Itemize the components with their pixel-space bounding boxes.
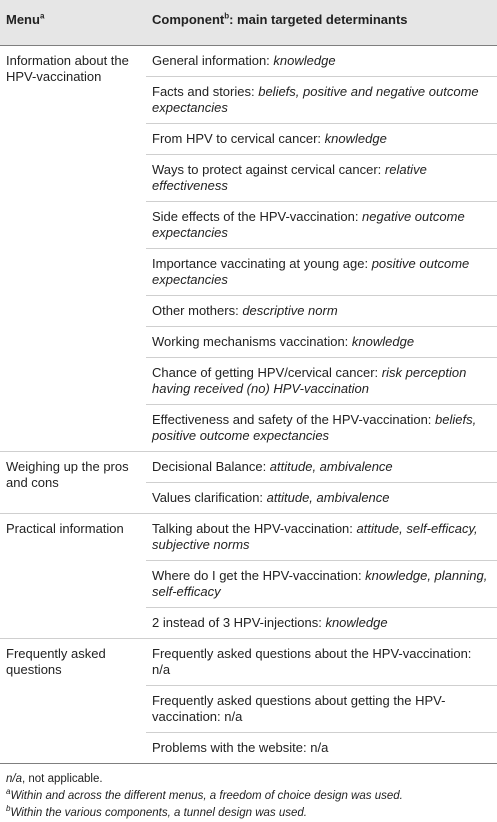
targeted-determinants: knowledge, planning, self-efficacy xyxy=(152,568,488,599)
component-cell xyxy=(152,483,492,513)
menu-group xyxy=(0,639,497,763)
component-name: Frequently asked questions about the HPV-vaccination: n/a xyxy=(152,646,472,677)
targeted-determinants: negative outcome expectancies xyxy=(152,209,465,240)
menu-cell: Weighing up the pros and cons xyxy=(6,459,129,490)
footnote-a: $^a$Within and across the different menus, a freedom of choice design was used. xyxy=(6,787,403,802)
component-cell xyxy=(152,358,492,404)
component-name: Facts and stories: xyxy=(152,84,259,99)
component-cell xyxy=(152,77,492,123)
component-name: Problems with the website: n/a xyxy=(152,740,329,755)
targeted-determinants: relative effectiveness xyxy=(152,162,427,193)
targeted-determinants: descriptive norm xyxy=(242,303,338,318)
table-header xyxy=(0,0,497,45)
menu-cell: Practical information xyxy=(6,521,124,536)
targeted-determinants: knowledge xyxy=(324,131,387,146)
component-name: Importance vaccinating at young age: xyxy=(152,256,372,271)
component-name: Other mothers: xyxy=(152,303,243,318)
component-name: Side effects of the HPV-vaccination: xyxy=(152,209,363,224)
component-column-header: Component$^b$: main targeted determinants xyxy=(152,11,408,27)
component-name: General information: xyxy=(152,53,274,68)
component-name: Working mechanisms vaccination: xyxy=(152,334,352,349)
component-cell xyxy=(152,46,492,76)
menu-group xyxy=(0,46,497,451)
targeted-determinants: attitude, ambivalence xyxy=(269,459,393,474)
component-name: Frequently asked questions about getting the HPV-vaccination: n/a xyxy=(152,693,446,724)
component-name: Decisional Balance: xyxy=(152,459,270,474)
component-cell xyxy=(152,124,492,154)
targeted-determinants: knowledge xyxy=(351,334,415,349)
component-name: 2 instead of 3 HPV-injections: xyxy=(152,615,326,630)
component-name: Chance of getting HPV/cervical cancer: xyxy=(152,365,382,380)
component-cell xyxy=(152,452,492,482)
component-name: Where do I get the HPV-vaccination: xyxy=(152,568,366,583)
component-cell xyxy=(152,249,492,295)
component-cell xyxy=(152,405,492,451)
menu-cell: Frequently asked questions xyxy=(6,646,106,677)
targeted-determinants: risk perception having received (no) HPV-vaccination xyxy=(152,365,467,396)
component-cell xyxy=(152,733,492,763)
component-cell xyxy=(152,296,492,326)
component-cell xyxy=(152,202,492,248)
targeted-determinants: attitude, self-efficacy, subjective norms xyxy=(152,521,478,552)
menu-column-header: Menu$^a$ xyxy=(6,11,45,27)
menu-group xyxy=(0,514,497,638)
targeted-determinants: attitude, ambivalence xyxy=(266,490,390,505)
menu-group xyxy=(0,452,497,513)
footnote-b: $^b$Within the various components, a tunnel design was used. xyxy=(6,804,307,819)
table-footnotes xyxy=(0,771,497,822)
component-name: Effectiveness and safety of the HPV-vaccination: xyxy=(152,412,436,427)
targeted-determinants: knowledge xyxy=(273,53,336,68)
menu-cell: Information about the HPV-vaccination xyxy=(6,53,129,84)
component-cell xyxy=(152,514,492,560)
bottom-rule xyxy=(0,763,497,764)
component-cell xyxy=(152,327,492,357)
component-cell xyxy=(152,561,492,607)
targeted-determinants: beliefs, positive and negative outcome expectancies xyxy=(152,84,479,115)
footnote-na: n/a, not applicable. xyxy=(6,773,103,785)
targeted-determinants: positive outcome expectancies xyxy=(152,256,470,287)
targeted-determinants: knowledge xyxy=(325,615,388,630)
component-cell xyxy=(152,155,492,201)
table-body xyxy=(0,46,497,763)
targeted-determinants: beliefs, positive outcome expectancies xyxy=(152,412,477,443)
component-cell xyxy=(152,608,492,638)
component-name: Ways to protect against cervical cancer: xyxy=(152,162,385,177)
component-name: Values clarification: xyxy=(152,490,267,505)
component-cell xyxy=(152,686,492,732)
component-cell xyxy=(152,639,492,685)
component-name: From HPV to cervical cancer: xyxy=(152,131,325,146)
component-name: Talking about the HPV-vaccination: xyxy=(152,521,357,536)
